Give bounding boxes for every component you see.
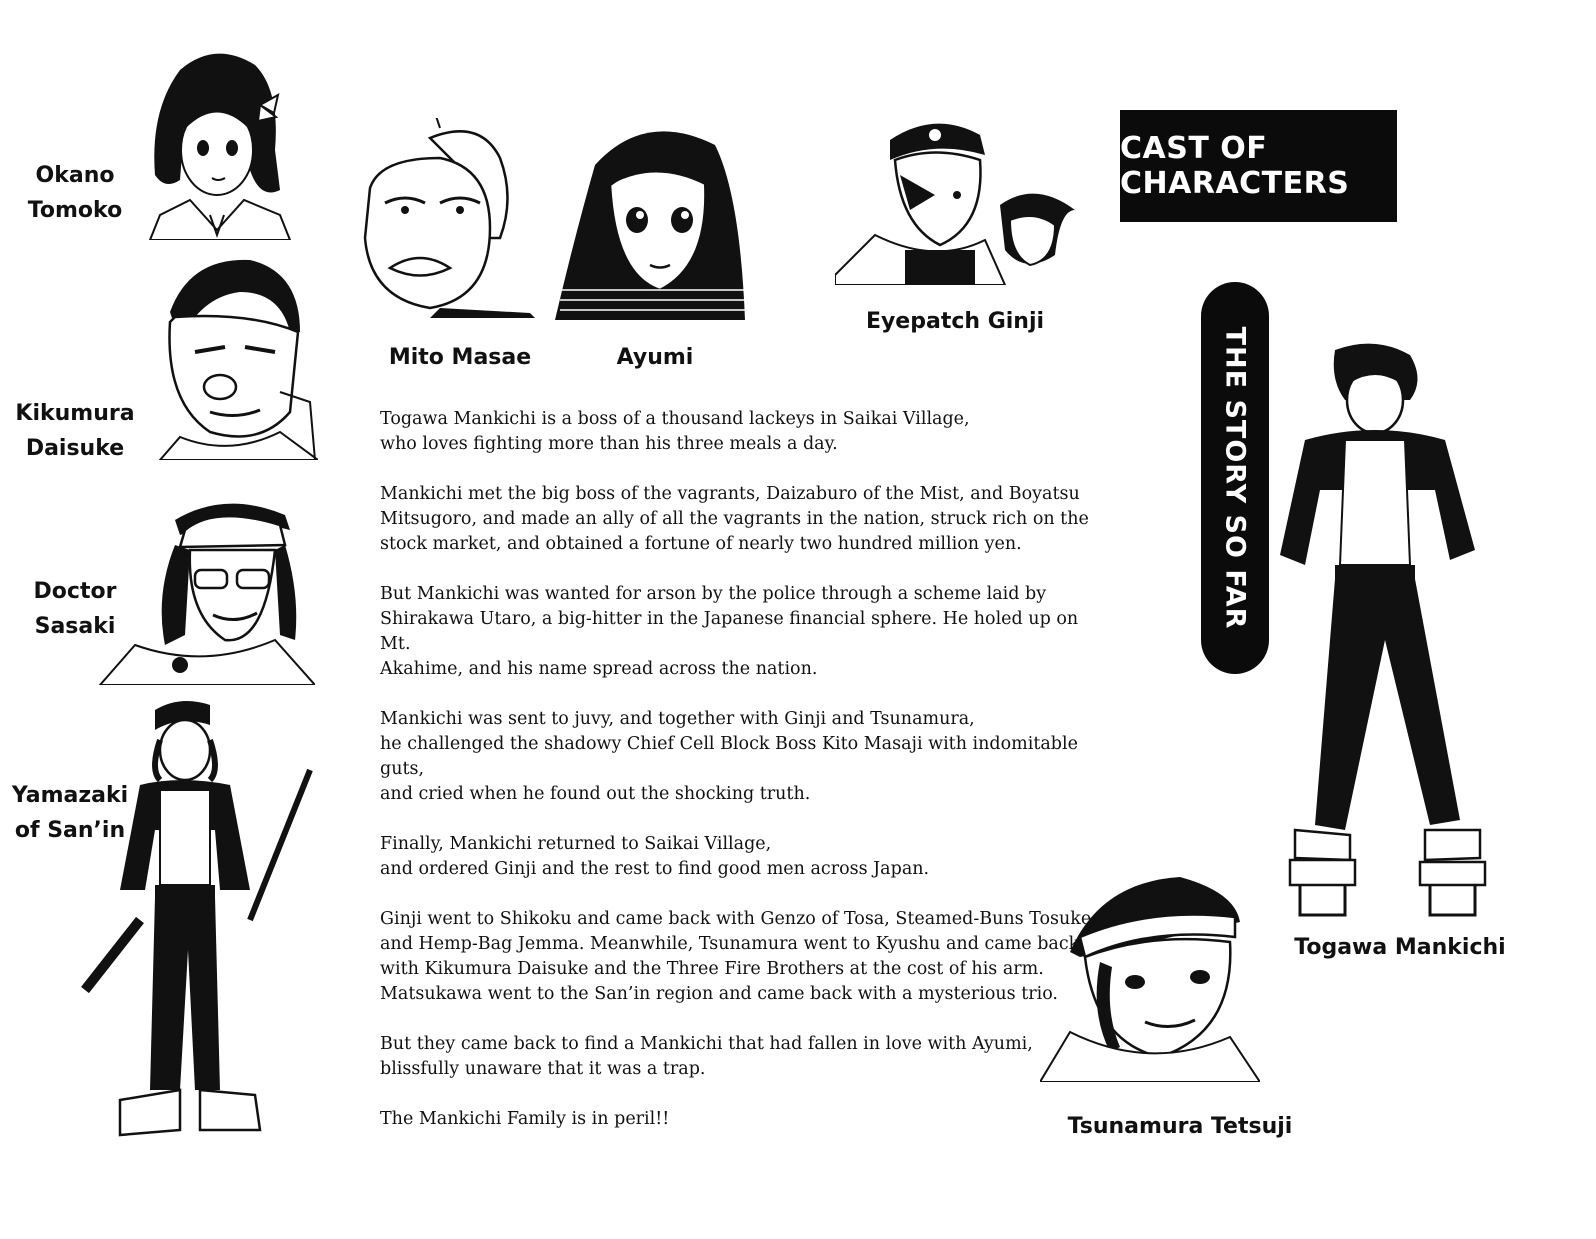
label-mito-masae-text: Mito Masae — [388, 345, 532, 370]
yamazaki-of-sanin-portrait — [80, 690, 315, 1140]
label-kikumura-daisuke — [10, 396, 140, 466]
label-mito-masae — [365, 340, 555, 375]
kikumura-daisuke-portrait — [150, 252, 318, 460]
label-tsunamura-tetsuji-text: Tsunamura Tetsuji — [1067, 1114, 1293, 1139]
story-paragraph: Mankichi met the big boss of the vagrants, Daizaburo of the Mist, and Boyatsu Mitsugoro, and made an ally of all the vagrants in the nation, struck rich on the stock market, and obtained a fortune of nearly two hundred million yen. — [380, 484, 1089, 554]
label-yamazaki-line1: Yamazaki — [11, 783, 129, 808]
label-doctor-sasaki — [10, 574, 140, 644]
cast-of-characters-title: CAST OF CHARACTERS — [1120, 131, 1350, 201]
mito-masae-portrait — [340, 118, 540, 318]
label-doctor-sasaki-line1: Doctor — [33, 579, 117, 604]
story-paragraph: Mankichi was sent to juvy, and together with Ginji and Tsunamura, he challenged the shadowy Chief Cell Block Boss Kito Masaji with indomitable guts, and cried when he found out the shocking truth. — [380, 709, 1078, 804]
togawa-mankichi-portrait — [1235, 340, 1505, 930]
cast-of-characters-banner — [1120, 110, 1397, 222]
label-togawa-mankichi-text: Togawa Mankichi — [1294, 935, 1506, 960]
label-yamazaki-of-sanin — [5, 778, 135, 848]
story-paragraph: Ginji went to Shikoku and came back with Genzo of Tosa, Steamed-Buns Tosuke, and Hemp-Bag Jemma. Meanwhile, Tsunamura went to Kyushu and came back with Kikumura Daisuke and the Three Fire Brothers at the cost of his arm. Matsukawa went to the San’in region and came back with a mysterious trio. — [380, 909, 1097, 1004]
label-ayumi-text: Ayumi — [616, 345, 694, 370]
story-so-far-title: THE STORY SO FAR — [1219, 326, 1251, 630]
label-togawa-mankichi — [1275, 930, 1525, 965]
story-paragraph: But they came back to find a Mankichi that had fallen in love with Ayumi, blissfully unaware that it was a trap. — [380, 1034, 1033, 1079]
label-eyepatch-ginji — [855, 304, 1055, 339]
story-paragraph: The Mankichi Family is in peril!! — [380, 1109, 670, 1129]
story-paragraph: Finally, Mankichi returned to Saikai Village, and ordered Ginji and the rest to find good men across Japan. — [380, 834, 930, 879]
ayumi-portrait — [555, 115, 750, 320]
label-ayumi — [590, 340, 720, 375]
eyepatch-ginji-portrait — [835, 115, 1080, 285]
label-kikumura-daisuke-line1: Kikumura — [15, 401, 135, 426]
okano-tomoko-portrait — [140, 40, 295, 240]
label-yamazaki-line2: of San’in — [14, 818, 126, 843]
story-text — [380, 407, 1110, 1157]
story-paragraph: But Mankichi was wanted for arson by the police through a scheme laid by Shirakawa Utaro, a big-hitter in the Japanese financial sphere. He holed up on Mt. Akahime, and his name spread across the nation. — [380, 584, 1079, 679]
label-okano-tomoko — [10, 158, 140, 228]
label-okano-tomoko-line1: Okano — [35, 163, 115, 188]
story-paragraph: Togawa Mankichi is a boss of a thousand lackeys in Saikai Village, who loves fighting more than his three meals a day. — [380, 409, 970, 454]
label-eyepatch-ginji-text: Eyepatch Ginji — [865, 309, 1045, 334]
label-kikumura-daisuke-line2: Daisuke — [25, 436, 125, 461]
label-okano-tomoko-line2: Tomoko — [27, 198, 123, 223]
label-doctor-sasaki-line2: Sasaki — [34, 614, 116, 639]
